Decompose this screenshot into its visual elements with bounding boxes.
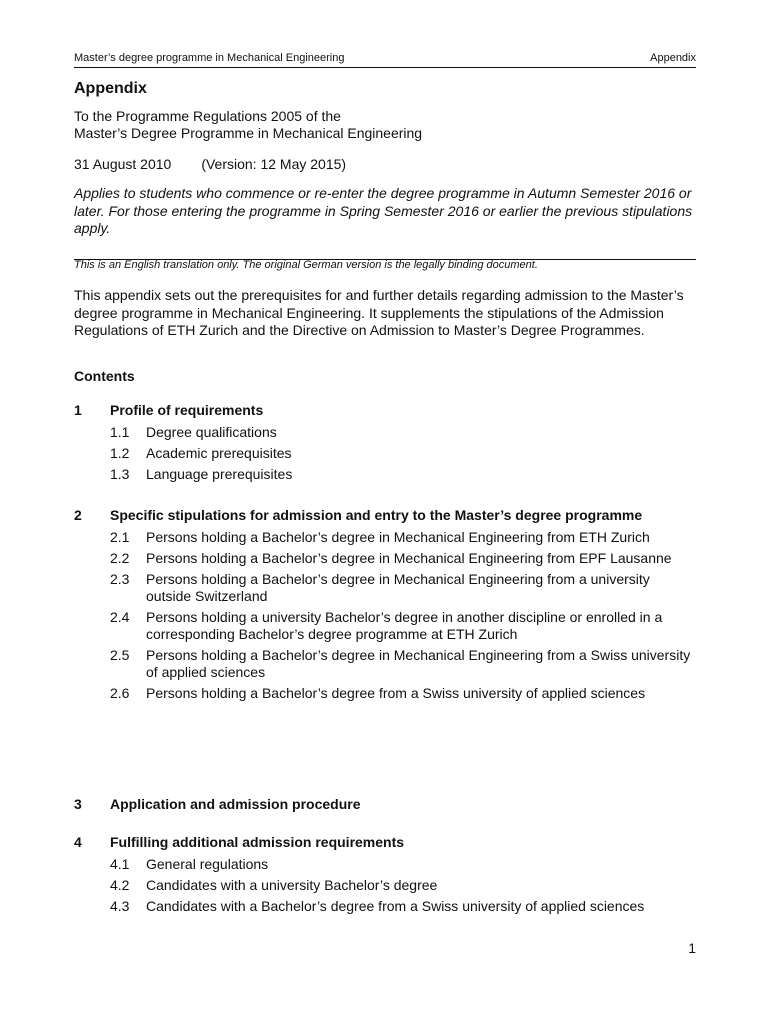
subsection-number: 1.3 [110,466,130,482]
subsection-number: 2.4 [110,609,130,625]
section-title: Profile of requirements [110,402,264,418]
regulation-line: Master’s Degree Programme in Mechanical Engineering [74,125,423,141]
subsection-title: Candidates with a university Bachelor’s degree [146,877,438,893]
toc-subsection [110,647,696,681]
subsection-title: Persons holding a Bachelor’s degree from a Swiss university of applied sciences [146,685,646,701]
date: 31 August 2010 [74,156,172,172]
subsection-title: Persons holding a Bachelor’s degree in Mechanical Engineering from a university outside Switzerland [146,571,650,604]
toc-subsection-list [74,856,696,915]
subsection-number: 2.6 [110,685,130,701]
regulation-line: To the Programme Regulations 2005 of the [74,108,341,124]
toc-section-heading [74,507,696,524]
toc-subsection [110,424,696,441]
section-number: 3 [74,796,82,812]
toc-section-heading [74,834,696,851]
toc-subsection [110,877,696,894]
regulation-reference [74,108,422,142]
subsection-number: 4.1 [110,856,130,872]
toc-subsection [110,466,696,483]
toc-section [74,834,696,919]
subsection-number: 2.3 [110,571,130,587]
page-title: Appendix [74,80,147,97]
subsection-number: 2.2 [110,550,130,566]
toc-subsection [110,571,696,605]
subsection-number: 4.3 [110,898,130,914]
subsection-number: 2.1 [110,529,130,545]
toc-subsection-list [74,424,696,483]
applies-notice: Applies to students who commence or re-enter the degree programme in Autumn Semester 2016 or later. For those entering the programme in Spring Semester 2016 or earlier the previous stipulations apply. [74,185,693,236]
toc-subsection [110,898,696,915]
subsection-title: Candidates with a Bachelor’s degree from a Swiss university of applied sciences [146,898,645,914]
translation-note: This is an English translation only. The original German version is the legally binding document. [74,259,538,271]
toc-section [74,507,696,706]
section-number: 2 [74,507,82,523]
toc-subsection [110,445,696,462]
subsection-number: 1.2 [110,445,130,461]
page-number: 1 [688,940,696,956]
subsection-title: Persons holding a Bachelor’s degree in Mechanical Engineering from a Swiss university of applied sciences [146,647,691,680]
subsection-title: Persons holding a Bachelor’s degree in Mechanical Engineering from EPF Lausanne [146,550,672,566]
subsection-number: 4.2 [110,877,130,893]
subsection-title: Academic prerequisites [146,445,292,461]
toc-section [74,796,696,813]
subsection-title: Persons holding a university Bachelor’s degree in another discipline or enrolled in a corresponding Bachelor’s degree programme at ETH Zurich [146,609,663,642]
toc-subsection [110,685,696,702]
document-page [74,0,696,1024]
date-line [74,156,346,173]
header-left: Master’s degree programme in Mechanical Engineering [74,52,345,64]
section-title: Specific stipulations for admission and entry to the Master’s degree programme [110,507,643,523]
subsection-number: 2.5 [110,647,130,663]
toc-subsection [110,529,696,546]
subsection-title: Language prerequisites [146,466,293,482]
section-title: Fulfilling additional admission requirements [110,834,405,850]
toc-subsection [110,550,696,567]
subsection-title: General regulations [146,856,269,872]
toc-section-heading [74,796,696,813]
subsection-number: 1.1 [110,424,130,440]
toc-subsection-list [74,529,696,702]
subsection-title: Degree qualifications [146,424,277,440]
section-title: Application and admission procedure [110,796,361,812]
version: (Version: 12 May 2015) [201,156,347,172]
running-header [74,52,696,68]
toc-section [74,402,696,487]
toc-section-heading [74,402,696,419]
section-number: 1 [74,402,82,418]
intro-paragraph: This appendix sets out the prerequisites for and further details regarding admission to the Master’s degree programme in Mechanical Engineering. It supplements the stipulations of the Admission Regulations of ETH Zurich and the Directive on Admission to Master’s Degree Programmes. [74,287,684,338]
toc-subsection [110,856,696,873]
header-right: Appendix [650,52,696,64]
subsection-title: Persons holding a Bachelor’s degree in Mechanical Engineering from ETH Zurich [146,529,650,545]
toc-subsection [110,609,696,643]
contents-heading: Contents [74,368,135,384]
section-number: 4 [74,834,82,850]
